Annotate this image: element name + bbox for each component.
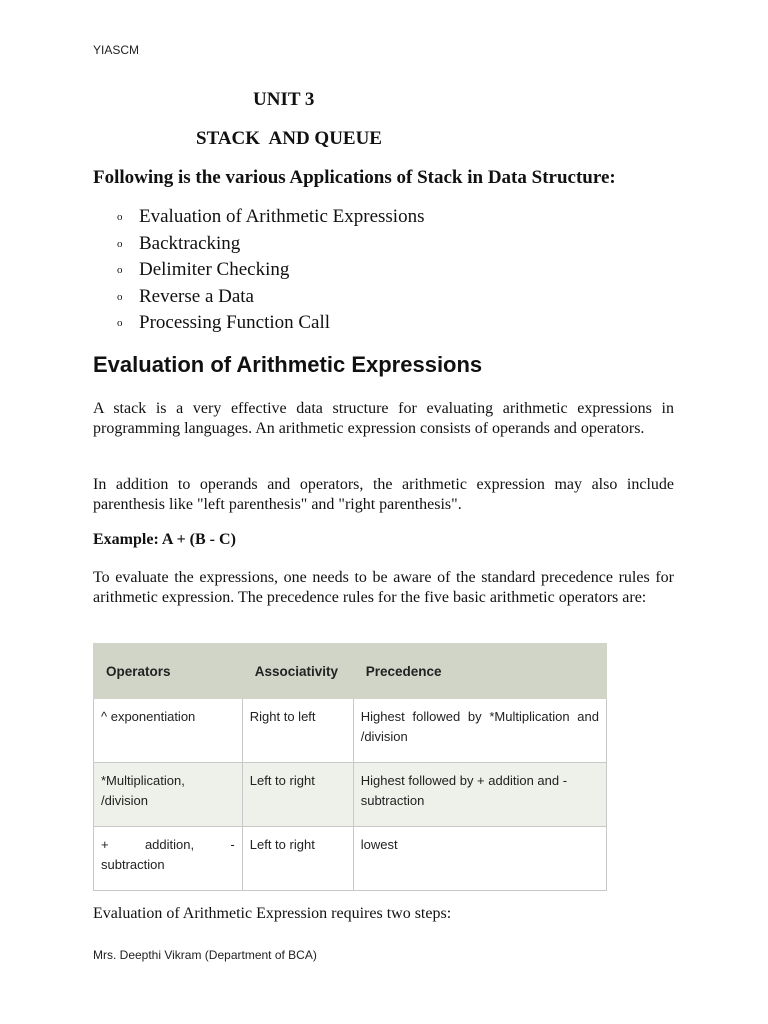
- list-item: [93, 206, 424, 233]
- example-expression: Example: A + (B - C): [93, 531, 236, 548]
- table-header-row: [94, 644, 607, 699]
- applications-list: [93, 206, 424, 339]
- column-header-associativity: Associativity: [242, 644, 353, 699]
- precedence-table: [93, 643, 607, 891]
- table-row: [94, 827, 607, 891]
- section-heading: Evaluation of Arithmetic Expressions: [93, 352, 483, 377]
- bullet-icon: o: [117, 290, 123, 303]
- table-cell: + addition, - subtraction: [94, 827, 243, 891]
- column-header-operators: Operators: [94, 644, 243, 699]
- table-row: [94, 699, 607, 763]
- table-cell: Highest followed by *Multiplication and /division: [353, 699, 606, 763]
- bullet-icon: o: [117, 264, 123, 277]
- paragraph: To evaluate the expressions, one needs to be aware of the standard precedence rules for arithmetic expression. The precedence rules for the five basic arithmetic operators are:: [93, 569, 674, 606]
- paragraph: A stack is a very effective data structure for evaluating arithmetic expressions in programming languages. An arithmetic expression consists of operands and operators.: [93, 400, 674, 437]
- list-item-text: Delimiter Checking: [139, 259, 290, 281]
- list-item-text: Backtracking: [139, 232, 241, 254]
- list-item-text: Reverse a Data: [139, 285, 254, 307]
- table-cell: Highest followed by + addition and - subtraction: [353, 763, 606, 827]
- table-row: [94, 763, 607, 827]
- topic-title: STACK AND QUEUE: [196, 128, 382, 149]
- closing-sentence: Evaluation of Arithmetic Expression requires two steps:: [93, 905, 452, 922]
- list-item-text: Evaluation of Arithmetic Expressions: [139, 206, 425, 227]
- table-cell: lowest: [353, 827, 606, 891]
- table-cell: Left to right: [242, 827, 353, 891]
- applications-intro: Following is the various Applications of Stack in Data Structure:: [93, 167, 616, 188]
- list-item: [93, 259, 424, 286]
- list-item: [93, 233, 424, 260]
- bullet-icon: o: [117, 237, 123, 250]
- paragraph: In addition to operands and operators, the arithmetic expression may also include parenthesis like "left parenthesis" and "right parenthesis".: [93, 476, 674, 513]
- table-cell: *Multiplication, /division: [94, 763, 243, 827]
- unit-title: UNIT 3: [253, 89, 315, 110]
- bullet-icon: o: [117, 211, 123, 223]
- list-item: [93, 312, 424, 339]
- bullet-icon: o: [117, 317, 123, 330]
- page-header: YIASCM: [93, 43, 140, 57]
- page-footer: Mrs. Deepthi Vikram (Department of BCA): [93, 948, 317, 962]
- table-cell: Right to left: [242, 699, 353, 763]
- table-cell: ^ exponentiation: [94, 699, 243, 763]
- list-item-text: Processing Function Call: [139, 312, 331, 334]
- table-cell: Left to right: [242, 763, 353, 827]
- column-header-precedence: Precedence: [353, 644, 606, 699]
- list-item: [93, 286, 424, 313]
